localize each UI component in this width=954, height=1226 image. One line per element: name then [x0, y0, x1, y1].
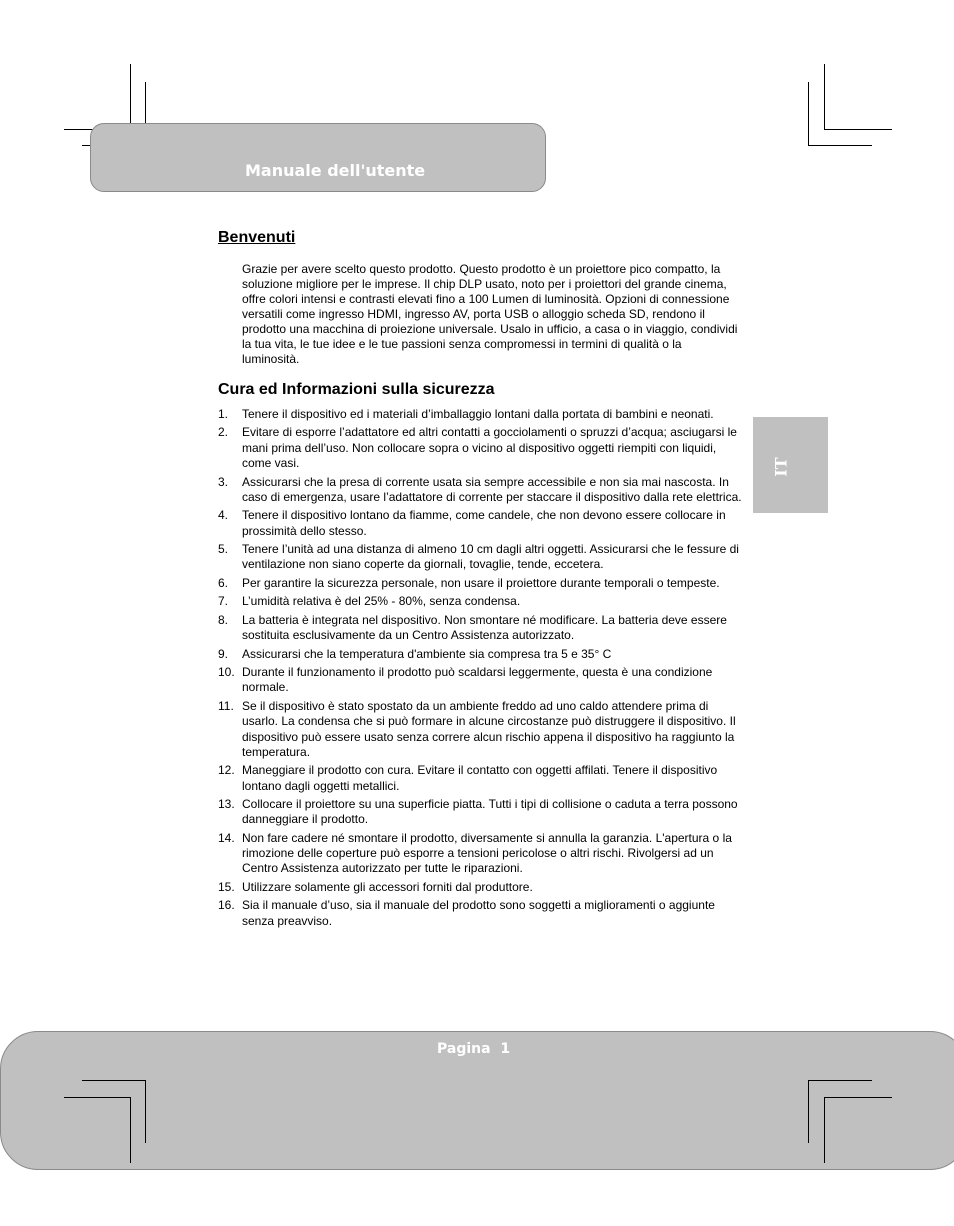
list-item-number: 16.: [218, 898, 235, 913]
list-item-number: 10.: [218, 665, 235, 680]
list-item-number: 5.: [218, 542, 229, 557]
list-item-number: 3.: [218, 474, 229, 489]
welcome-paragraph: Grazie per avere scelto questo prodotto. Questo prodotto è un proiettore pico compatto, la soluzione migliore per le imprese. Il chip DLP usato, noto per i proiettori del grande cinema, offre colori intensi e contrasti elevati fino a 100 Lumen di luminosità. Opzioni di connessione versatili come ingresso HDMI, ingresso AV, porta USB o alloggio scheda SD, rendono il prodotto una macchina di proiezione universale. Usalo in ufficio, a casa o in viaggio, condividi la tua vita, le tue idee e le tue passioni senza compromessi in termini di qualità o la luminosità.: [242, 262, 738, 366]
list-item-text: Utilizzare solamente gli accessori forniti dal produttore.: [242, 879, 533, 894]
list-item: [218, 763, 742, 794]
list-item-text: Collocare il proiettore su una superficie piatta. Tutti i tipi di collisione o caduta a terra possono danneggiare il prodotto.: [242, 797, 738, 827]
list-item: [218, 508, 742, 539]
list-item-text: Per garantire la sicurezza personale, non usare il proiettore durante temporali o tempeste.: [242, 575, 720, 590]
list-item-number: 4.: [218, 508, 229, 523]
language-tab-label: IT: [771, 457, 791, 477]
crop-mark: [824, 1097, 892, 1098]
list-item-text: Tenere il dispositivo ed i materiali d’imballaggio lontani dalla portata di bambini e neonati.: [242, 407, 714, 421]
list-item: [218, 475, 742, 506]
crop-mark: [824, 64, 825, 129]
list-item-number: 14.: [218, 830, 235, 845]
list-item-text: La batteria è integrata nel dispositivo. Non smontare né modificare. La batteria deve essere sostituita esclusivamente da un Centro Assistenza autorizzato.: [242, 612, 727, 643]
page-number: Pagina 1: [437, 1041, 511, 1057]
crop-mark: [82, 1080, 146, 1081]
crop-mark: [64, 1097, 130, 1098]
safety-heading: Cura ed Informazioni sulla sicurezza: [218, 381, 495, 398]
list-item-number: 8.: [218, 612, 229, 627]
list-item-number: 12.: [218, 763, 235, 778]
crop-mark: [130, 1097, 131, 1163]
list-item-text: Evitare di esporre l’adattatore ed altri contatti a gocciolamenti o spruzzi d’acqua; asciugarsi le mani prima dell’uso. Non collocare sopra o vicino al dispositivo oggetti riempiti con liquidi, come vasi.: [242, 425, 737, 471]
list-item: [218, 699, 742, 760]
list-item: [218, 880, 742, 895]
list-item: [218, 594, 742, 609]
crop-mark: [130, 64, 131, 126]
list-item-number: 7.: [218, 594, 229, 609]
list-item-text: Se il dispositivo è stato spostato da un ambiente freddo ad uno caldo attendere prima di usarlo. La condensa che si può formare in alcune circostanze può distruggere il dispositivo. Il dispositivo può essere usato senza correre alcun rischio appena il dispositivo ha raggiunto la temperatura.: [242, 698, 736, 759]
list-item: [218, 665, 742, 696]
list-item-number: 15.: [218, 879, 235, 894]
welcome-heading: Benvenuti: [218, 229, 296, 246]
list-item: [218, 797, 742, 828]
safety-list: [218, 407, 742, 932]
list-item: [218, 576, 742, 591]
list-item-text: Assicurarsi che la temperatura d'ambiente sia compresa tra 5 e 35° C: [242, 646, 612, 661]
list-item-number: 13.: [218, 797, 235, 812]
list-item: [218, 407, 742, 422]
list-item-text: Non fare cadere né smontare il prodotto, diversamente si annulla la garanzia. L'apertura o la rimozione delle coperture può esporre a tensioni pericolose o altri rischi. Rivolgersi ad un Centro Assistenza autorizzato per tutte le riparazioni.: [242, 830, 732, 876]
list-item: [218, 425, 742, 471]
header-tab: [90, 123, 546, 192]
crop-mark: [808, 145, 872, 146]
list-item-text: Assicurarsi che la presa di corrente usata sia sempre accessibile e non sia mai nascosta. In caso di emergenza, usare l’adattatore di corrente per staccare il dispositivo dalla rete elettrica.: [242, 474, 742, 504]
list-item-text: L’umidità relativa è del 25% - 80%, senza condensa.: [242, 594, 521, 609]
list-item-number: 2.: [218, 425, 229, 440]
language-tab: [753, 417, 828, 513]
list-item-number: 9.: [218, 646, 229, 661]
list-item-text: Tenere il dispositivo lontano da fiamme, come candele, che non devono essere collocare in prossimità dello stesso.: [242, 508, 726, 538]
list-item: [218, 542, 742, 573]
list-item: [218, 898, 742, 929]
header-title: Manuale dell'utente: [245, 161, 426, 180]
crop-mark: [824, 1097, 825, 1163]
list-item: [218, 647, 742, 662]
crop-mark: [808, 1080, 809, 1143]
crop-mark: [145, 1080, 146, 1143]
list-item-number: 1.: [218, 407, 229, 421]
list-item: [218, 613, 742, 644]
list-item-text: Durante il funzionamento il prodotto può scaldarsi leggermente, questa è una condizione normale.: [242, 665, 713, 695]
crop-mark: [808, 1080, 872, 1081]
crop-mark: [824, 129, 892, 130]
list-item-text: Tenere l’unità ad una distanza di almeno 10 cm dagli altri oggetti. Assicurarsi che le fessure di ventilazione non siano coperte da giornali, tovaglie, tende, eccetera.: [242, 542, 739, 572]
crop-mark: [808, 82, 809, 145]
list-item-text: Sia il manuale d’uso, sia il manuale del prodotto sono soggetti a miglioramenti o aggiunte senza preavviso.: [242, 898, 715, 928]
list-item: [218, 831, 742, 877]
list-item-number: 11.: [218, 698, 234, 713]
list-item-number: 6.: [218, 575, 229, 590]
list-item-text: Maneggiare il prodotto con cura. Evitare il contatto con oggetti affilati. Tenere il dispositivo lontano dagli oggetti metallici.: [242, 763, 718, 793]
